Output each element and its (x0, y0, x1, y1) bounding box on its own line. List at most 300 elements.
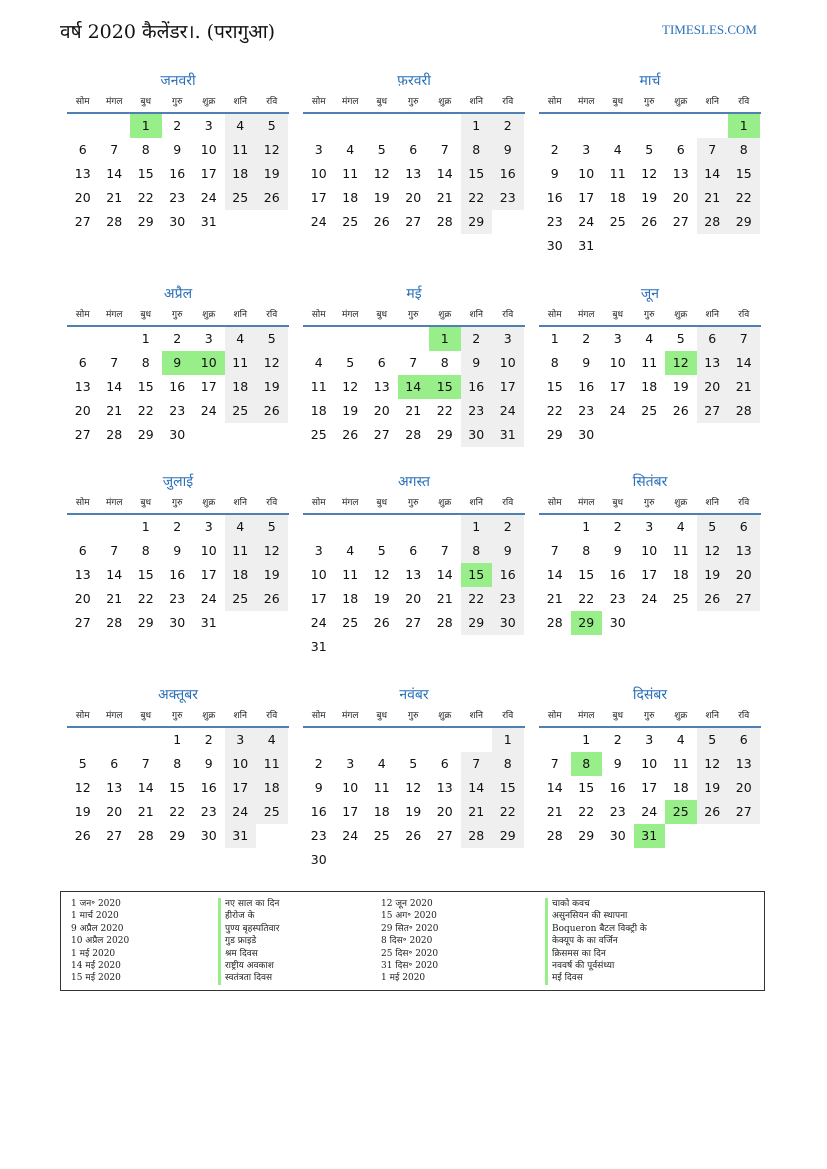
day-cell: 4 (346, 142, 355, 157)
week-row (67, 611, 289, 635)
week-row (303, 138, 525, 162)
weekday-label: गुरु (644, 498, 655, 508)
weekday-label: बुध (612, 498, 624, 508)
day-cell: 16 (609, 567, 626, 582)
weekday-label: गुरु (408, 310, 419, 320)
empty-cell (67, 114, 99, 138)
weekday-label: गुरु (408, 97, 419, 107)
day-cell: 21 (106, 591, 123, 606)
day-cell: 6 (697, 327, 729, 351)
day-cell: 12 (74, 780, 91, 795)
day-cell: 5 (256, 327, 288, 351)
weekday-label: शनि (705, 498, 719, 508)
weekday-label: रवि (502, 711, 514, 721)
day-cell: 2 (204, 732, 213, 747)
day-cell: 10 (200, 543, 217, 558)
month-block (539, 70, 761, 258)
day-cell: 26 (256, 186, 288, 210)
day-cell: 3 (225, 728, 257, 752)
day-cell: 28 (137, 828, 154, 843)
weekday-label: शुक्र (674, 97, 688, 107)
day-cell: 6 (676, 142, 685, 157)
day-cell: 10 (200, 142, 217, 157)
day-cell: 28 (546, 828, 563, 843)
holiday-entry: 1 मई 2020 (381, 973, 426, 984)
weekday-label: शनि (233, 310, 247, 320)
day-cell: 29 (137, 615, 154, 630)
weekday-label: बुध (140, 97, 152, 107)
week-row (67, 824, 289, 848)
day-cell: 3 (204, 519, 213, 534)
day-cell: 3 (613, 331, 622, 346)
day-cell: 20 (728, 776, 760, 800)
site-link[interactable]: TIMESLES.COM (662, 22, 757, 37)
day-cell: 22 (492, 800, 524, 824)
day-cell: 23 (609, 591, 626, 606)
empty-cell (366, 114, 398, 138)
weekday-label: सोम (75, 97, 90, 107)
day-cell: 22 (137, 403, 154, 418)
day-cell: 18 (641, 379, 658, 394)
day-cell: 18 (225, 563, 257, 587)
month-name: सितंबर (632, 474, 668, 490)
week-row (539, 515, 761, 539)
day-cell: 3 (492, 327, 524, 351)
day-cell: 4 (225, 327, 257, 351)
weekday-label: रवि (502, 498, 514, 508)
week-row (303, 114, 525, 138)
day-cell: 31 (310, 639, 327, 654)
day-cell: 2 (582, 331, 591, 346)
day-cell: 25 (665, 800, 697, 824)
empty-cell (99, 327, 131, 351)
weekday-label: रवि (738, 498, 750, 508)
day-cell: 28 (106, 214, 123, 229)
day-cell: 5 (377, 543, 386, 558)
day-cell: 26 (256, 587, 288, 611)
day-cell: 19 (641, 190, 658, 205)
day-cell: 15 (137, 379, 154, 394)
weekday-label: शनि (469, 310, 483, 320)
day-cell: 31 (225, 824, 257, 848)
week-row (539, 162, 761, 186)
day-cell: 7 (728, 327, 760, 351)
day-grid (303, 114, 525, 234)
day-cell: 21 (106, 403, 123, 418)
week-row (539, 399, 761, 423)
day-cell: 19 (697, 776, 729, 800)
weekday-header (303, 493, 525, 515)
week-row (67, 752, 289, 776)
day-cell: 19 (672, 379, 689, 394)
day-cell: 12 (373, 166, 390, 181)
empty-cell (571, 114, 603, 138)
day-cell: 17 (310, 190, 327, 205)
week-row (539, 114, 761, 138)
month-name: अप्रैल (163, 286, 193, 302)
holiday-entry: 8 दिस॰ 2020 (381, 936, 433, 947)
empty-cell (335, 327, 367, 351)
day-cell: 27 (728, 587, 760, 611)
day-cell: 30 (492, 611, 524, 635)
day-cell: 15 (429, 375, 461, 399)
day-cell: 21 (106, 190, 123, 205)
day-cell: 1 (550, 331, 559, 346)
day-cell: 7 (440, 142, 449, 157)
day-cell: 20 (74, 591, 91, 606)
weekday-label: रवि (266, 498, 278, 508)
day-cell: 30 (169, 427, 186, 442)
weekday-label: बुध (140, 310, 152, 320)
day-cell: 26 (672, 403, 689, 418)
weekday-header (303, 92, 525, 114)
holiday-dates-col2 (381, 898, 438, 985)
day-cell: 20 (74, 403, 91, 418)
day-cell: 21 (697, 186, 729, 210)
weekday-label: रवि (502, 310, 514, 320)
day-grid (303, 327, 525, 447)
day-cell: 6 (440, 756, 449, 771)
weekday-label: शनि (469, 97, 483, 107)
holiday-entry: स्वतंत्रता दिवस (225, 973, 273, 984)
weekday-label: गुरु (172, 711, 183, 721)
weekday-header (67, 92, 289, 114)
day-cell: 4 (256, 728, 288, 752)
day-cell: 25 (641, 403, 658, 418)
day-cell: 9 (492, 539, 524, 563)
empty-cell (99, 728, 131, 752)
day-cell: 24 (200, 591, 217, 606)
weekday-label: सोम (75, 310, 90, 320)
day-cell: 11 (310, 379, 327, 394)
day-cell: 13 (373, 379, 390, 394)
day-cell: 18 (672, 780, 689, 795)
holiday-entry: 15 अग॰ 2020 (381, 911, 437, 922)
day-cell: 14 (436, 166, 453, 181)
day-cell: 8 (461, 138, 493, 162)
weekday-label: सोम (75, 498, 90, 508)
holiday-entry: 29 सित॰ 2020 (381, 923, 439, 934)
day-cell: 25 (342, 615, 359, 630)
holiday-entry: 1 जन॰ 2020 (71, 899, 121, 909)
week-row (539, 423, 761, 447)
day-cell: 20 (106, 804, 123, 819)
empty-cell (634, 114, 666, 138)
day-cell: 17 (492, 375, 524, 399)
day-cell: 12 (697, 752, 729, 776)
day-cell: 8 (141, 355, 150, 370)
day-cell: 12 (373, 567, 390, 582)
day-cell: 10 (342, 780, 359, 795)
week-row (303, 752, 525, 776)
holiday-entry: 14 मई 2020 (71, 961, 121, 972)
day-cell: 30 (310, 852, 327, 867)
day-cell: 12 (641, 166, 658, 181)
day-cell: 29 (436, 427, 453, 442)
weekday-label: बुध (140, 711, 152, 721)
weekday-label: शुक्र (674, 310, 688, 320)
holiday-entry: नववर्ष की पूर्वसंध्या (552, 961, 615, 972)
day-cell: 2 (173, 519, 182, 534)
day-cell: 9 (162, 351, 194, 375)
holiday-entry: राष्ट्रीय अवकाश (225, 961, 274, 972)
day-cell: 29 (728, 210, 760, 234)
month-block (303, 684, 525, 872)
day-cell: 11 (225, 539, 257, 563)
day-cell: 13 (728, 539, 760, 563)
day-cell: 15 (137, 166, 154, 181)
day-cell: 14 (398, 375, 430, 399)
week-row (539, 186, 761, 210)
day-cell: 22 (137, 190, 154, 205)
day-cell: 17 (609, 379, 626, 394)
day-cell: 27 (405, 615, 422, 630)
day-cell: 3 (582, 142, 591, 157)
weekday-label: सोम (311, 498, 326, 508)
day-cell: 23 (461, 399, 493, 423)
day-cell: 16 (546, 190, 563, 205)
week-row (303, 210, 525, 234)
day-cell: 26 (256, 399, 288, 423)
day-cell: 3 (204, 331, 213, 346)
day-cell: 23 (609, 804, 626, 819)
weekday-label: शुक्र (202, 498, 216, 508)
day-cell: 3 (645, 732, 654, 747)
day-cell: 26 (697, 800, 729, 824)
day-cell: 23 (578, 403, 595, 418)
weekday-label: रवि (738, 711, 750, 721)
day-cell: 31 (200, 615, 217, 630)
holiday-entry: नए साल का दिन (225, 899, 280, 909)
holiday-entry: पुण्य बृहस्पतिवार (225, 923, 280, 934)
day-cell: 23 (546, 214, 563, 229)
weekday-label: मंगल (341, 97, 359, 107)
day-cell: 23 (169, 190, 186, 205)
day-cell: 6 (409, 142, 418, 157)
day-cell: 19 (256, 162, 288, 186)
day-cell: 1 (173, 732, 182, 747)
week-row (67, 138, 289, 162)
day-cell: 28 (461, 824, 493, 848)
empty-cell (398, 114, 430, 138)
day-cell: 15 (492, 776, 524, 800)
day-cell: 27 (728, 800, 760, 824)
weekday-label: मंगल (577, 498, 595, 508)
weekday-header (303, 305, 525, 327)
day-cell: 26 (373, 615, 390, 630)
day-cell: 29 (137, 427, 154, 442)
day-cell: 16 (169, 567, 186, 582)
day-cell: 28 (436, 615, 453, 630)
weekday-label: सोम (75, 711, 90, 721)
empty-cell (398, 728, 430, 752)
empty-cell (67, 515, 99, 539)
week-row (303, 515, 525, 539)
week-row (303, 563, 525, 587)
week-row (303, 848, 525, 872)
week-row (539, 728, 761, 752)
day-cell: 7 (110, 142, 119, 157)
day-cell: 31 (578, 238, 595, 253)
day-cell: 18 (256, 776, 288, 800)
day-cell: 31 (492, 423, 524, 447)
day-cell: 6 (728, 515, 760, 539)
day-cell: 29 (461, 210, 493, 234)
day-cell: 13 (697, 351, 729, 375)
day-cell: 11 (342, 166, 359, 181)
month-block (67, 471, 289, 635)
day-cell: 24 (641, 804, 658, 819)
week-row (67, 114, 289, 138)
day-cell: 17 (225, 776, 257, 800)
holiday-dates-col1 (71, 898, 129, 985)
weekday-label: मंगल (105, 711, 123, 721)
weekday-label: बुध (140, 498, 152, 508)
day-cell: 25 (672, 591, 689, 606)
weekday-label: मंगल (341, 498, 359, 508)
empty-cell (429, 515, 461, 539)
week-row (67, 327, 289, 351)
day-cell: 12 (405, 780, 422, 795)
day-cell: 14 (137, 780, 154, 795)
day-cell: 1 (582, 732, 591, 747)
day-cell: 9 (550, 166, 559, 181)
day-cell: 3 (204, 118, 213, 133)
holiday-entry: 1 मार्च 2020 (71, 911, 119, 922)
day-cell: 18 (310, 403, 327, 418)
day-cell: 6 (78, 142, 87, 157)
weekday-label: शुक्र (438, 97, 452, 107)
day-cell: 4 (225, 114, 257, 138)
day-cell: 8 (492, 752, 524, 776)
holiday-entry: 9 अप्रैल 2020 (71, 923, 124, 934)
day-cell: 10 (310, 166, 327, 181)
day-cell: 15 (461, 563, 493, 587)
weekday-label: शनि (705, 310, 719, 320)
day-cell: 6 (409, 543, 418, 558)
day-cell: 27 (672, 214, 689, 229)
month-name: अक्तूबर (158, 687, 198, 703)
month-block (539, 471, 761, 635)
day-cell: 11 (373, 780, 390, 795)
day-cell: 28 (106, 427, 123, 442)
day-cell: 19 (342, 403, 359, 418)
month-block (67, 283, 289, 447)
day-cell: 23 (492, 587, 524, 611)
day-cell: 17 (342, 804, 359, 819)
day-cell: 30 (609, 615, 626, 630)
day-cell: 11 (256, 752, 288, 776)
day-cell: 16 (169, 379, 186, 394)
day-grid (67, 327, 289, 447)
day-cell: 12 (665, 351, 697, 375)
day-cell: 21 (137, 804, 154, 819)
week-row (67, 515, 289, 539)
weekday-label: शुक्र (438, 310, 452, 320)
weekday-label: बुध (612, 711, 624, 721)
holiday-entry: 15 मई 2020 (71, 973, 121, 984)
weekday-label: गुरु (644, 310, 655, 320)
day-cell: 24 (641, 591, 658, 606)
day-cell: 8 (141, 142, 150, 157)
day-cell: 7 (550, 756, 559, 771)
holiday-list (60, 891, 765, 991)
week-row (539, 611, 761, 635)
week-row (303, 800, 525, 824)
day-cell: 20 (405, 190, 422, 205)
day-cell: 25 (225, 587, 257, 611)
weekday-label: शनि (233, 97, 247, 107)
day-cell: 16 (461, 375, 493, 399)
day-cell: 8 (728, 138, 760, 162)
day-cell: 13 (405, 567, 422, 582)
day-cell: 29 (137, 214, 154, 229)
day-cell: 18 (373, 804, 390, 819)
week-row (539, 210, 761, 234)
weekday-label: मंगल (577, 711, 595, 721)
week-row (539, 824, 761, 848)
holiday-names-col1 (218, 898, 279, 985)
day-cell: 7 (461, 752, 493, 776)
day-cell: 10 (310, 567, 327, 582)
weekday-label: बुध (376, 498, 388, 508)
week-row (539, 752, 761, 776)
day-cell: 13 (672, 166, 689, 181)
day-cell: 18 (225, 375, 257, 399)
day-cell: 14 (697, 162, 729, 186)
day-cell: 17 (641, 780, 658, 795)
day-cell: 8 (173, 756, 182, 771)
day-cell: 11 (225, 138, 257, 162)
day-cell: 23 (169, 591, 186, 606)
empty-cell (335, 728, 367, 752)
day-cell: 15 (461, 162, 493, 186)
day-cell: 27 (697, 399, 729, 423)
day-cell: 28 (405, 427, 422, 442)
day-cell: 21 (436, 591, 453, 606)
day-cell: 21 (461, 800, 493, 824)
day-cell: 5 (346, 355, 355, 370)
day-cell: 9 (492, 138, 524, 162)
day-cell: 1 (141, 331, 150, 346)
day-cell: 18 (609, 190, 626, 205)
day-cell: 22 (137, 591, 154, 606)
day-cell: 26 (74, 828, 91, 843)
week-row (539, 234, 761, 258)
day-cell: 9 (173, 142, 182, 157)
day-cell: 8 (550, 355, 559, 370)
empty-cell (67, 728, 99, 752)
weekday-header (539, 706, 761, 728)
weekday-label: शुक्र (674, 498, 688, 508)
day-cell: 31 (200, 214, 217, 229)
day-cell: 15 (728, 162, 760, 186)
week-row (539, 776, 761, 800)
week-row (539, 587, 761, 611)
day-cell: 11 (225, 351, 257, 375)
month-block (67, 684, 289, 848)
day-cell: 6 (78, 355, 87, 370)
day-cell: 24 (492, 399, 524, 423)
day-cell: 4 (314, 355, 323, 370)
day-cell: 5 (256, 515, 288, 539)
week-row (67, 800, 289, 824)
weekday-header (539, 305, 761, 327)
day-grid (67, 515, 289, 635)
day-cell: 5 (377, 142, 386, 157)
month-name: मार्च (639, 73, 661, 89)
day-cell: 14 (546, 567, 563, 582)
